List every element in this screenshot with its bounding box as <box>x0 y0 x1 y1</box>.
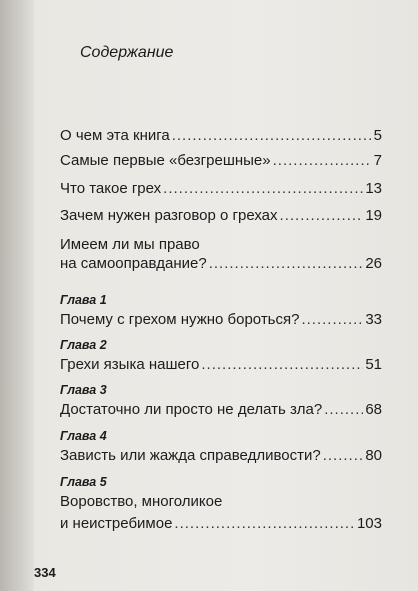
chapter-label: Глава 2 <box>60 338 107 352</box>
leader-dots <box>209 254 364 273</box>
toc-entry-page: 33 <box>365 311 382 328</box>
toc-title: Содержание <box>80 44 174 61</box>
toc-entry-title: Грехи языка нашего <box>60 356 200 373</box>
toc-entry[interactable] <box>60 126 382 145</box>
leader-dots <box>324 400 363 419</box>
toc-entry-page: 51 <box>365 356 382 373</box>
toc-entry-page: 13 <box>365 180 382 197</box>
chapter-label: Глава 5 <box>60 475 107 489</box>
leader-dots <box>273 151 372 170</box>
toc-entry-title-line2: на самооправдание? <box>60 255 207 272</box>
toc-entry-title: Зачем нужен разговор о грехах <box>60 207 278 224</box>
leader-dots <box>280 206 364 225</box>
toc-entry-title-line1: Воровство, многоликое <box>60 493 223 510</box>
chapter-label: Глава 3 <box>60 383 107 397</box>
toc-entry[interactable] <box>60 179 382 198</box>
toc-entry-title: Что такое грех <box>60 180 162 197</box>
leader-dots <box>172 126 372 145</box>
toc-entry-title: О чем эта книга <box>60 127 170 144</box>
toc-entry-page: 80 <box>365 447 382 464</box>
toc-entry[interactable] <box>60 446 382 465</box>
toc-entry-page: 26 <box>365 255 382 272</box>
toc-entry[interactable] <box>60 310 382 329</box>
leader-dots <box>323 446 364 465</box>
leader-dots <box>201 355 363 374</box>
toc-entry[interactable] <box>60 235 382 273</box>
toc-entry-page: 7 <box>373 152 382 169</box>
leader-dots <box>174 514 355 533</box>
toc-entry[interactable] <box>60 492 382 533</box>
toc-entry[interactable] <box>60 355 382 374</box>
toc-entry-page: 5 <box>373 127 382 144</box>
toc-entry[interactable] <box>60 400 382 419</box>
toc-entry-title: Зависть или жажда справедливости? <box>60 447 321 464</box>
chapter-label: Глава 4 <box>60 429 107 443</box>
toc-entry-title: Почему с грехом нужно бороться? <box>60 311 300 328</box>
toc-entry-page: 68 <box>365 401 382 418</box>
toc-entry-title: Самые первые «безгрешные» <box>60 152 271 169</box>
toc-entry[interactable] <box>60 206 382 225</box>
chapter-label: Глава 1 <box>60 293 107 307</box>
page-number: 334 <box>34 565 56 580</box>
leader-dots <box>163 179 363 198</box>
toc-entry[interactable] <box>60 151 382 170</box>
book-spine <box>0 0 34 591</box>
leader-dots <box>301 310 363 329</box>
toc-entry-title-line2: и неистребимое <box>60 515 173 532</box>
toc-entry-page: 103 <box>356 515 382 532</box>
show-through-texture <box>230 34 418 102</box>
toc-entry-title-line1: Имеем ли мы право <box>60 236 200 253</box>
toc-entry-title: Достаточно ли просто не делать зла? <box>60 401 323 418</box>
toc-entry-page: 19 <box>365 207 382 224</box>
